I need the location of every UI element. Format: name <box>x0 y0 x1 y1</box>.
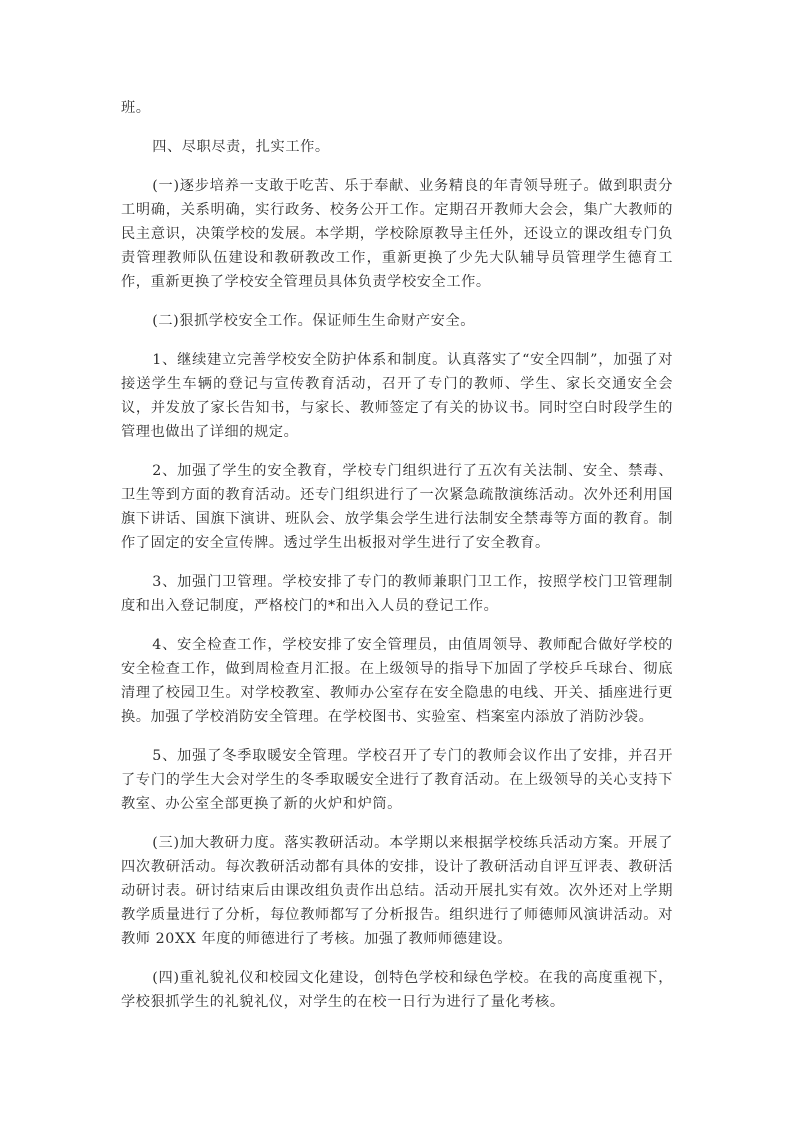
paragraph-continuation: 班。 <box>121 100 151 116</box>
paragraph-safety-system: 1、继续建立完善学校安全防护体系和制度。认真落实了“安全四制”，加强了对接送学生车辆的登记与宣传教育活动，召开了专门的教师、学生、家长交通安全会议，并发放了家长告知书，与家长、教师签定了有关的协议书。同时空白时段学生的管理也做出了详细的规定。 <box>121 352 673 440</box>
paragraph-leadership-team: (一)逐步培养一支敢于吃苦、乐于奉献、业务精良的年青领导班子。做到职责分工明确，关系明确，实行政务、校务公开工作。定期召开教师大会会，集广大教师的民主意识，决策学校的发展。本学期，学校除原教导主任外，还设立的课改组专门负责管理教师队伍建设和教研教改工作，重新更换了少先大队辅导员管理学生德育工作，重新更换了学校安全管理员具体负责学校安全工作。 <box>121 178 673 290</box>
document-page <box>121 96 673 1029</box>
paragraph-safety-inspection: 4、安全检查工作，学校安排了安全管理员，由值周领导、教师配合做好学校的安全检查工作，做到周检查月汇报。在上级领导的指导下加固了学校乒乓球台、彻底清理了校园卫生。对学校教室、教师办公室存在安全隐患的电线、开关、插座进行更换。加强了学校消防安全管理。在学校图书、实验室、档案室内添放了消防沙袋。 <box>121 637 673 725</box>
subheading-safety-work: (二)狠抓学校安全工作。保证师生生命财产安全。 <box>152 313 476 329</box>
section-heading-four: 四、尽职尽责，扎实工作。 <box>152 139 330 155</box>
paragraph-safety-education: 2、加强了学生的安全教育，学校专门组织进行了五次有关法制、安全、禁毒、卫生等到方面的教育活动。还专门组织进行了一次紧急疏散演练活动。次外还利用国旗下讲话、国旗下演讲、班队会、放学集会学生进行法制安全禁毒等方面的教育。制作了固定的安全宣传牌。透过学生出板报对学生进行了安全教育。 <box>121 463 673 551</box>
paragraph-gate-management: 3、加强门卫管理。学校安排了专门的教师兼职门卫工作，按照学校门卫管理制度和出入登记制度，严格校门的*和出入人员的登记工作。 <box>121 574 673 614</box>
paragraph-winter-heating: 5、加强了冬季取暖安全管理。学校召开了专门的教师会议作出了安排，并召开了专门的学生大会对学生的冬季取暖安全进行了教育活动。在上级领导的关心支持下教室、办公室全部更换了新的火炉和炉筒。 <box>121 748 673 812</box>
paragraph-teaching-research: (三)加大教研力度。落实教研活动。本学期以来根据学校练兵活动方案。开展了四次教研活动。每次教研活动都有具体的安排，设计了教研活动自评互评表、教研活动研讨表。研讨结束后由课改组负责作出总结。活动开展扎实有效。次外还对上学期教学质量进行了分析，每位教师都写了分析报告。组织进行了师德师风演讲活动。对教师 20XX 年度的师德进行了考核。加强了教师师德建设。 <box>121 835 673 947</box>
paragraph-etiquette-culture: (四)重礼貌礼仪和校园文化建设，创特色学校和绿色学校。在我的高度重视下，学校狠抓学生的礼貌礼仪，对学生的在校一日行为进行了量化考核。 <box>121 970 673 1010</box>
